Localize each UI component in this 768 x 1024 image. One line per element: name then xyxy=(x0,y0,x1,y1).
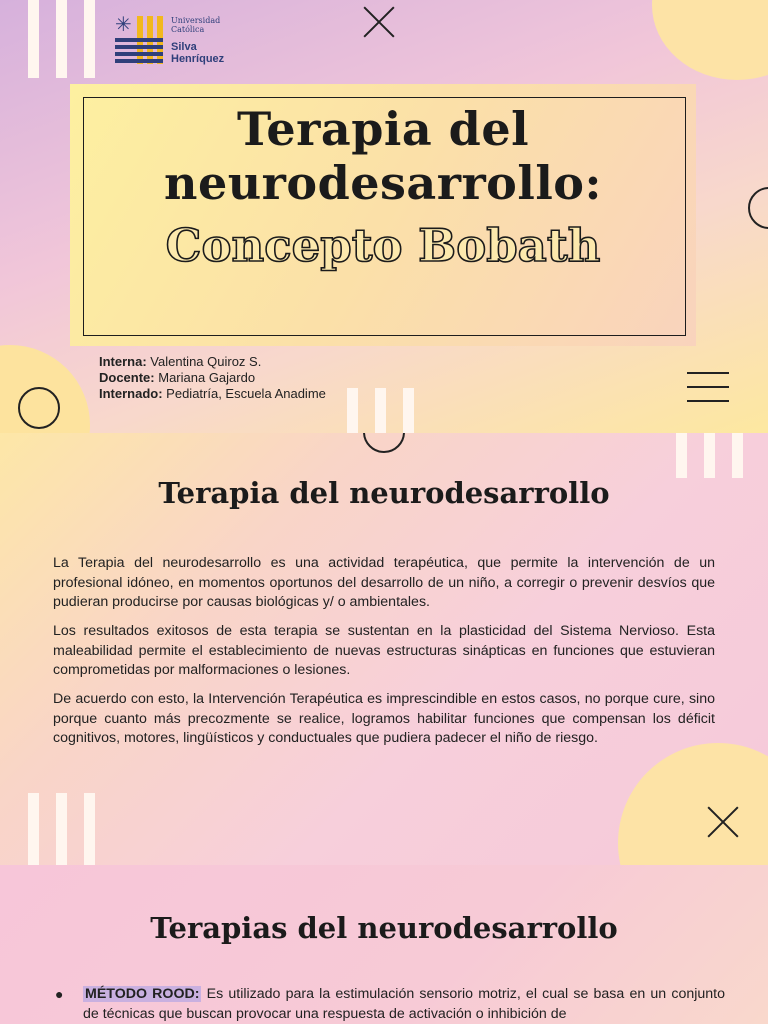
decor-stripes-center xyxy=(347,388,414,433)
method-description: Es utilizado para la estimulación sensorio motriz, el cual se basa en un conjunto de técnicas que buscan provocar una respuesta de activación o inhibición de xyxy=(83,986,725,1022)
logo-blue-bars xyxy=(115,38,163,64)
circle-decor-icon xyxy=(18,387,60,429)
close-x-decor-icon xyxy=(706,805,740,839)
menu-lines-decor-icon xyxy=(687,372,729,402)
title-card xyxy=(70,84,696,346)
decor-stripes-top-left xyxy=(28,0,95,78)
decor-stripes-top-right xyxy=(676,433,743,478)
logo-university-line1: Universidad xyxy=(171,16,221,25)
section-heading-2: Terapias del neurodesarrollo xyxy=(150,911,618,945)
teacher-value: Mariana Gajardo xyxy=(154,370,256,385)
internship-value: Pediatría, Escuela Anadime xyxy=(162,386,326,401)
cover-page xyxy=(0,0,768,433)
paragraph-3: De acuerdo con esto, la Intervención Terapéutica es imprescindible en estos casos, no porque cure, sino porque cuanto más precozmente se realice, logramos habilitar funciones que compensan los déficit cognitivos, motores, lingüísticos y conductuales que pudiera padecer el niño de riesgo. xyxy=(53,691,715,746)
content-page-1 xyxy=(0,433,768,865)
teacher-line xyxy=(99,370,326,386)
cover-title-line2: neurodesarrollo: xyxy=(164,156,602,210)
bullet-dot: ● xyxy=(55,986,64,1002)
paragraph-2: Los resultados exitosos de esta terapia se sustentan en la plasticidad del Sistema Nervioso. Esta maleabilidad permite el establecimiento de nuevas estructuras sinápticas en funciones que estuvieran comprometidas por malformaciones o lesiones. xyxy=(53,623,715,678)
cover-subtitle: Concepto Bobath xyxy=(165,219,601,272)
cover-title xyxy=(70,102,696,210)
teacher-label: Docente: xyxy=(99,370,155,385)
half-circle-decor-icon xyxy=(748,187,768,229)
list-item-text xyxy=(83,985,725,1024)
logo-university-line2: Católica xyxy=(171,25,205,34)
close-x-decor-icon xyxy=(362,5,396,39)
decor-blob-bottom-right xyxy=(618,743,768,865)
list-item xyxy=(55,985,725,1024)
intern-label: Interna: xyxy=(99,354,147,369)
author-info xyxy=(99,354,326,402)
logo-name-line2: Henríquez xyxy=(171,53,225,65)
intern-value: Valentina Quiroz S. xyxy=(146,354,262,369)
method-label-highlight: MÉTODO ROOD: xyxy=(85,986,200,1002)
half-circle-decor-icon xyxy=(363,433,405,453)
cover-title-line1: Terapia del xyxy=(236,102,530,156)
sparkle-icon: ✳ xyxy=(115,12,132,36)
logo-name-line1: Silva xyxy=(171,41,197,53)
logo-university-text xyxy=(171,16,220,34)
decor-stripes-bottom-left xyxy=(28,793,95,865)
logo-name-text xyxy=(171,41,224,65)
university-logo xyxy=(115,14,255,70)
section-heading: Terapia del neurodesarrollo xyxy=(158,476,610,510)
intern-line xyxy=(99,354,326,370)
internship-label: Internado: xyxy=(99,386,163,401)
decor-blob-top-right xyxy=(652,0,768,80)
content-page-2 xyxy=(0,865,768,1024)
paragraph-1: La Terapia del neurodesarrollo es una actividad terapéutica, que permite la intervención de un profesional idóneo, en momentos oportunos del desarrollo de un niño, a corregir o prevenir desvíos que pudieran producirse por causas biológicas y/ o ambientales. xyxy=(53,555,715,610)
internship-line xyxy=(99,386,326,402)
